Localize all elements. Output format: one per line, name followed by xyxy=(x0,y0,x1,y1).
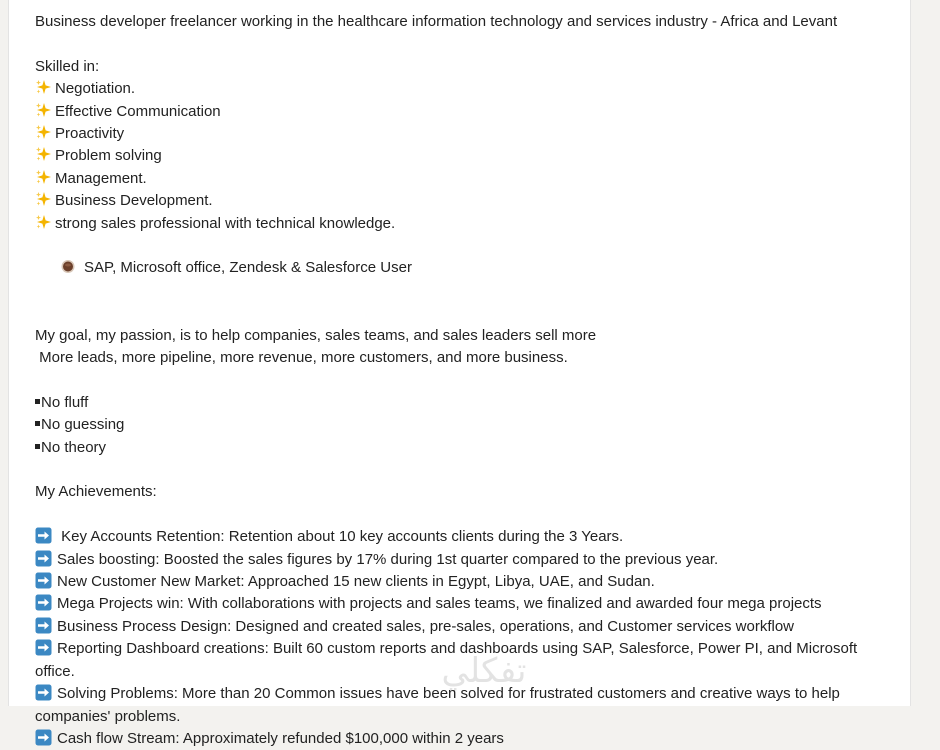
no-item xyxy=(35,437,895,459)
achievement-item xyxy=(35,683,895,728)
skill-text: Effective Communication xyxy=(55,102,221,120)
achievement-item xyxy=(35,571,895,593)
right-arrow-icon xyxy=(35,617,52,634)
goal-line-2: More leads, more pipeline, more revenue, more customers, and more business. xyxy=(35,349,568,367)
skill-item xyxy=(35,123,895,145)
sparkles-icon xyxy=(35,191,51,207)
sparkles-icon xyxy=(35,146,51,162)
skill-item xyxy=(35,168,895,190)
achievement-text: Key Accounts Retention: Retention about 10 key accounts clients during the 3 Years. xyxy=(57,528,624,546)
skill-text: Management. xyxy=(55,169,147,187)
achievement-text: Sales boosting: Boosted the sales figures by 17% during 1st quarter compared to the previous year. xyxy=(57,550,719,568)
achievements-heading: My Achievements: xyxy=(35,483,157,501)
about-text xyxy=(35,11,895,750)
square-bullet xyxy=(35,421,40,426)
skills-heading: Skilled in: xyxy=(35,57,100,75)
sparkles-icon xyxy=(35,102,51,118)
tools-line xyxy=(35,235,895,302)
no-list xyxy=(35,392,895,459)
headline: Business developer freelancer working in the healthcare information technology and services industry - Africa and Levant xyxy=(35,13,838,30)
right-arrow-icon xyxy=(35,639,52,656)
achievement-item xyxy=(35,526,895,548)
skill-item xyxy=(35,101,895,123)
achievement-item xyxy=(35,638,895,683)
no-item-text: No fluff xyxy=(41,393,89,411)
skill-item xyxy=(35,190,895,212)
right-arrow-icon xyxy=(35,550,52,567)
achievement-text: Business Process Design: Designed and created sales, pre-sales, operations, and Customer services workflow xyxy=(57,617,795,635)
achievement-item xyxy=(35,593,895,615)
achievement-item xyxy=(35,728,895,750)
square-bullet xyxy=(35,444,40,449)
no-item-text: No theory xyxy=(41,438,107,456)
watermark-text: تفكلي xyxy=(441,651,527,691)
skill-text: strong sales professional with technical knowledge. xyxy=(55,214,396,232)
skill-text: Business Development. xyxy=(55,192,213,210)
achievement-text: Solving Problems: More than 20 Common issues have been solved for frustrated customers and creative ways to help companies' problems. xyxy=(35,685,845,725)
no-item xyxy=(35,392,895,414)
sparkles-icon xyxy=(35,124,51,140)
no-item xyxy=(35,414,895,436)
sparkles-icon xyxy=(35,214,51,230)
skill-item xyxy=(35,213,895,235)
achievement-text: Cash flow Stream: Approximately refunded $100,000 within 2 years xyxy=(57,729,504,747)
sparkles-icon xyxy=(35,169,51,185)
coffee-icon xyxy=(60,258,76,274)
tools-text: SAP, Microsoft office, Zendesk & Salesforce User xyxy=(84,259,412,277)
skill-text: Proactivity xyxy=(55,125,125,143)
sparkles-icon xyxy=(35,79,51,95)
achievement-text: Mega Projects win: With collaborations with projects and sales teams, we finalized and awarded four mega projects xyxy=(57,595,822,613)
achievement-text: Reporting Dashboard creations: Built 60 custom reports and dashboards using SAP, Salesforce, Power PI, and Microsoft office. xyxy=(35,640,862,680)
right-arrow-icon xyxy=(35,684,52,701)
goal-line-1: My goal, my passion, is to help companies, sales teams, and sales leaders sell more xyxy=(35,326,597,344)
square-bullet xyxy=(35,399,40,404)
about-card xyxy=(8,0,911,747)
skill-item xyxy=(35,78,895,100)
no-item-text: No guessing xyxy=(41,416,125,434)
skill-text: Negotiation. xyxy=(55,80,136,98)
skills-list xyxy=(35,78,895,235)
right-arrow-icon xyxy=(35,572,52,589)
right-arrow-icon xyxy=(35,594,52,611)
achievement-text: New Customer New Market: Approached 15 new clients in Egypt, Libya, UAE, and Sudan. xyxy=(57,573,655,591)
right-arrow-icon xyxy=(35,527,52,544)
skill-item xyxy=(35,145,895,167)
right-arrow-icon xyxy=(35,729,52,746)
achievement-item xyxy=(35,549,895,571)
achievements-list xyxy=(35,526,895,750)
achievement-item xyxy=(35,616,895,638)
skill-text: Problem solving xyxy=(55,147,162,165)
